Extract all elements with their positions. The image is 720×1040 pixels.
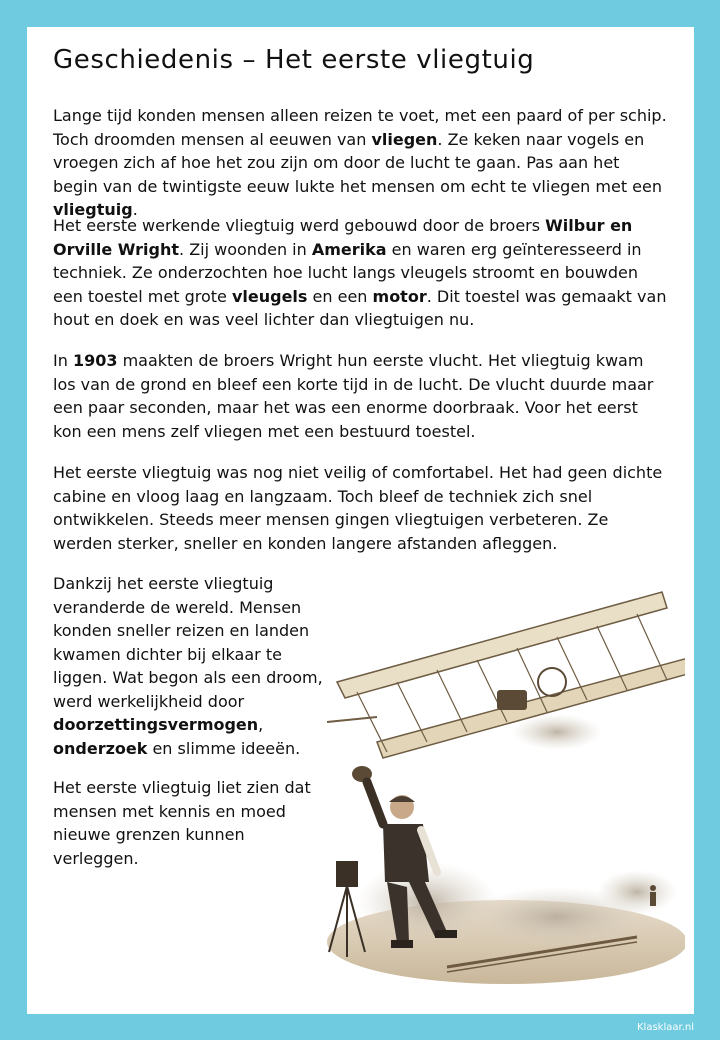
bold-term: vliegen (371, 129, 438, 149)
biplane (327, 592, 685, 758)
bold-term: doorzettingsvermogen (53, 715, 259, 734)
text-span: maakten de broers Wright hun eerste vlucht. Het vliegtuig kwam los van de grond en bleef een korte tijd in de lucht. De vlucht duurde maar een paar seconden, maar het was een enorme doorbraak. Voor het eerst kon een mens zelf vliegen met een bestuurd toestel. (53, 351, 654, 441)
paragraph-wright-brothers (53, 214, 668, 332)
text-span: . Dit toestel was gemaakt van hout en doek en was veel lichter dan vliegtuigen nu. (53, 286, 667, 329)
bold-term: Amerika (311, 239, 387, 259)
paragraph-first-flight (53, 349, 668, 443)
bold-term: vliegtuig (53, 200, 133, 219)
bold-term: vleugels (231, 286, 308, 306)
paragraph-conclusion (53, 776, 325, 870)
text-span: en een (307, 286, 373, 306)
paragraph-intro (53, 104, 668, 222)
text-span: In (53, 351, 73, 370)
text-span: . Ze keken naar vogels en vroegen zich af hoe het zou zijn om door de lucht te gaan. Pas aan het begin van de twintigste eeuw lukte het mensen om echt te vliegen met een (53, 129, 662, 196)
wright-flyer-illustration (317, 572, 685, 984)
text-span: Dankzij het eerste vliegtuig veranderde de wereld. Mensen konden sneller reizen en landen kwamen dichter bij elkaar te liggen. Wat begon als een droom, werd werkelijkheid door (53, 574, 323, 711)
bold-term: motor (372, 286, 427, 306)
bold-term: Wilbur en Orville Wright (53, 216, 633, 259)
bold-term: 1903 (72, 351, 118, 370)
text-span: Lange tijd konden mensen alleen reizen te voet, met een paard of per schip. Toch droomden mensen al eeuwen van (53, 106, 667, 149)
text-span: Het eerste werkende vliegtuig werd gebouwd door de broers (53, 216, 546, 235)
text-span: en slimme ideeën. (147, 738, 301, 758)
text-span: . Zij woonden in (179, 239, 312, 259)
text-span: Het eerste vliegtuig liet zien dat mensen met kennis en moed nieuwe grenzen kunnen verleggen. (53, 778, 311, 868)
paragraph-development (53, 461, 668, 555)
text-span: . (132, 200, 138, 219)
text-span: Het eerste vliegtuig was nog niet veilig of comfortabel. Het had geen dichte cabine en vloog laag en langzaam. Toch bleef de techniek zich snel ontwikkelen. Steeds meer mensen gingen vliegtuigen verbeteren. Ze werden sterker, sneller en konden langere afstanden afleggen. (53, 463, 663, 553)
distant-figure (650, 885, 656, 906)
credit-text: Klasklaar.nl (637, 1022, 694, 1033)
page-title: Geschiedenis – Het eerste vliegtuig (53, 45, 535, 75)
text-span: , (258, 715, 264, 734)
text-span: en waren erg geïnteresseerd in techniek. Ze onderzochten hoe lucht langs vleugels stroomt en bouwden een toestel met grote (53, 239, 642, 306)
paragraph-world-changed (53, 572, 325, 760)
sand-ground (327, 862, 685, 984)
bold-term: onderzoek (53, 738, 148, 758)
worksheet-page (27, 27, 694, 1014)
